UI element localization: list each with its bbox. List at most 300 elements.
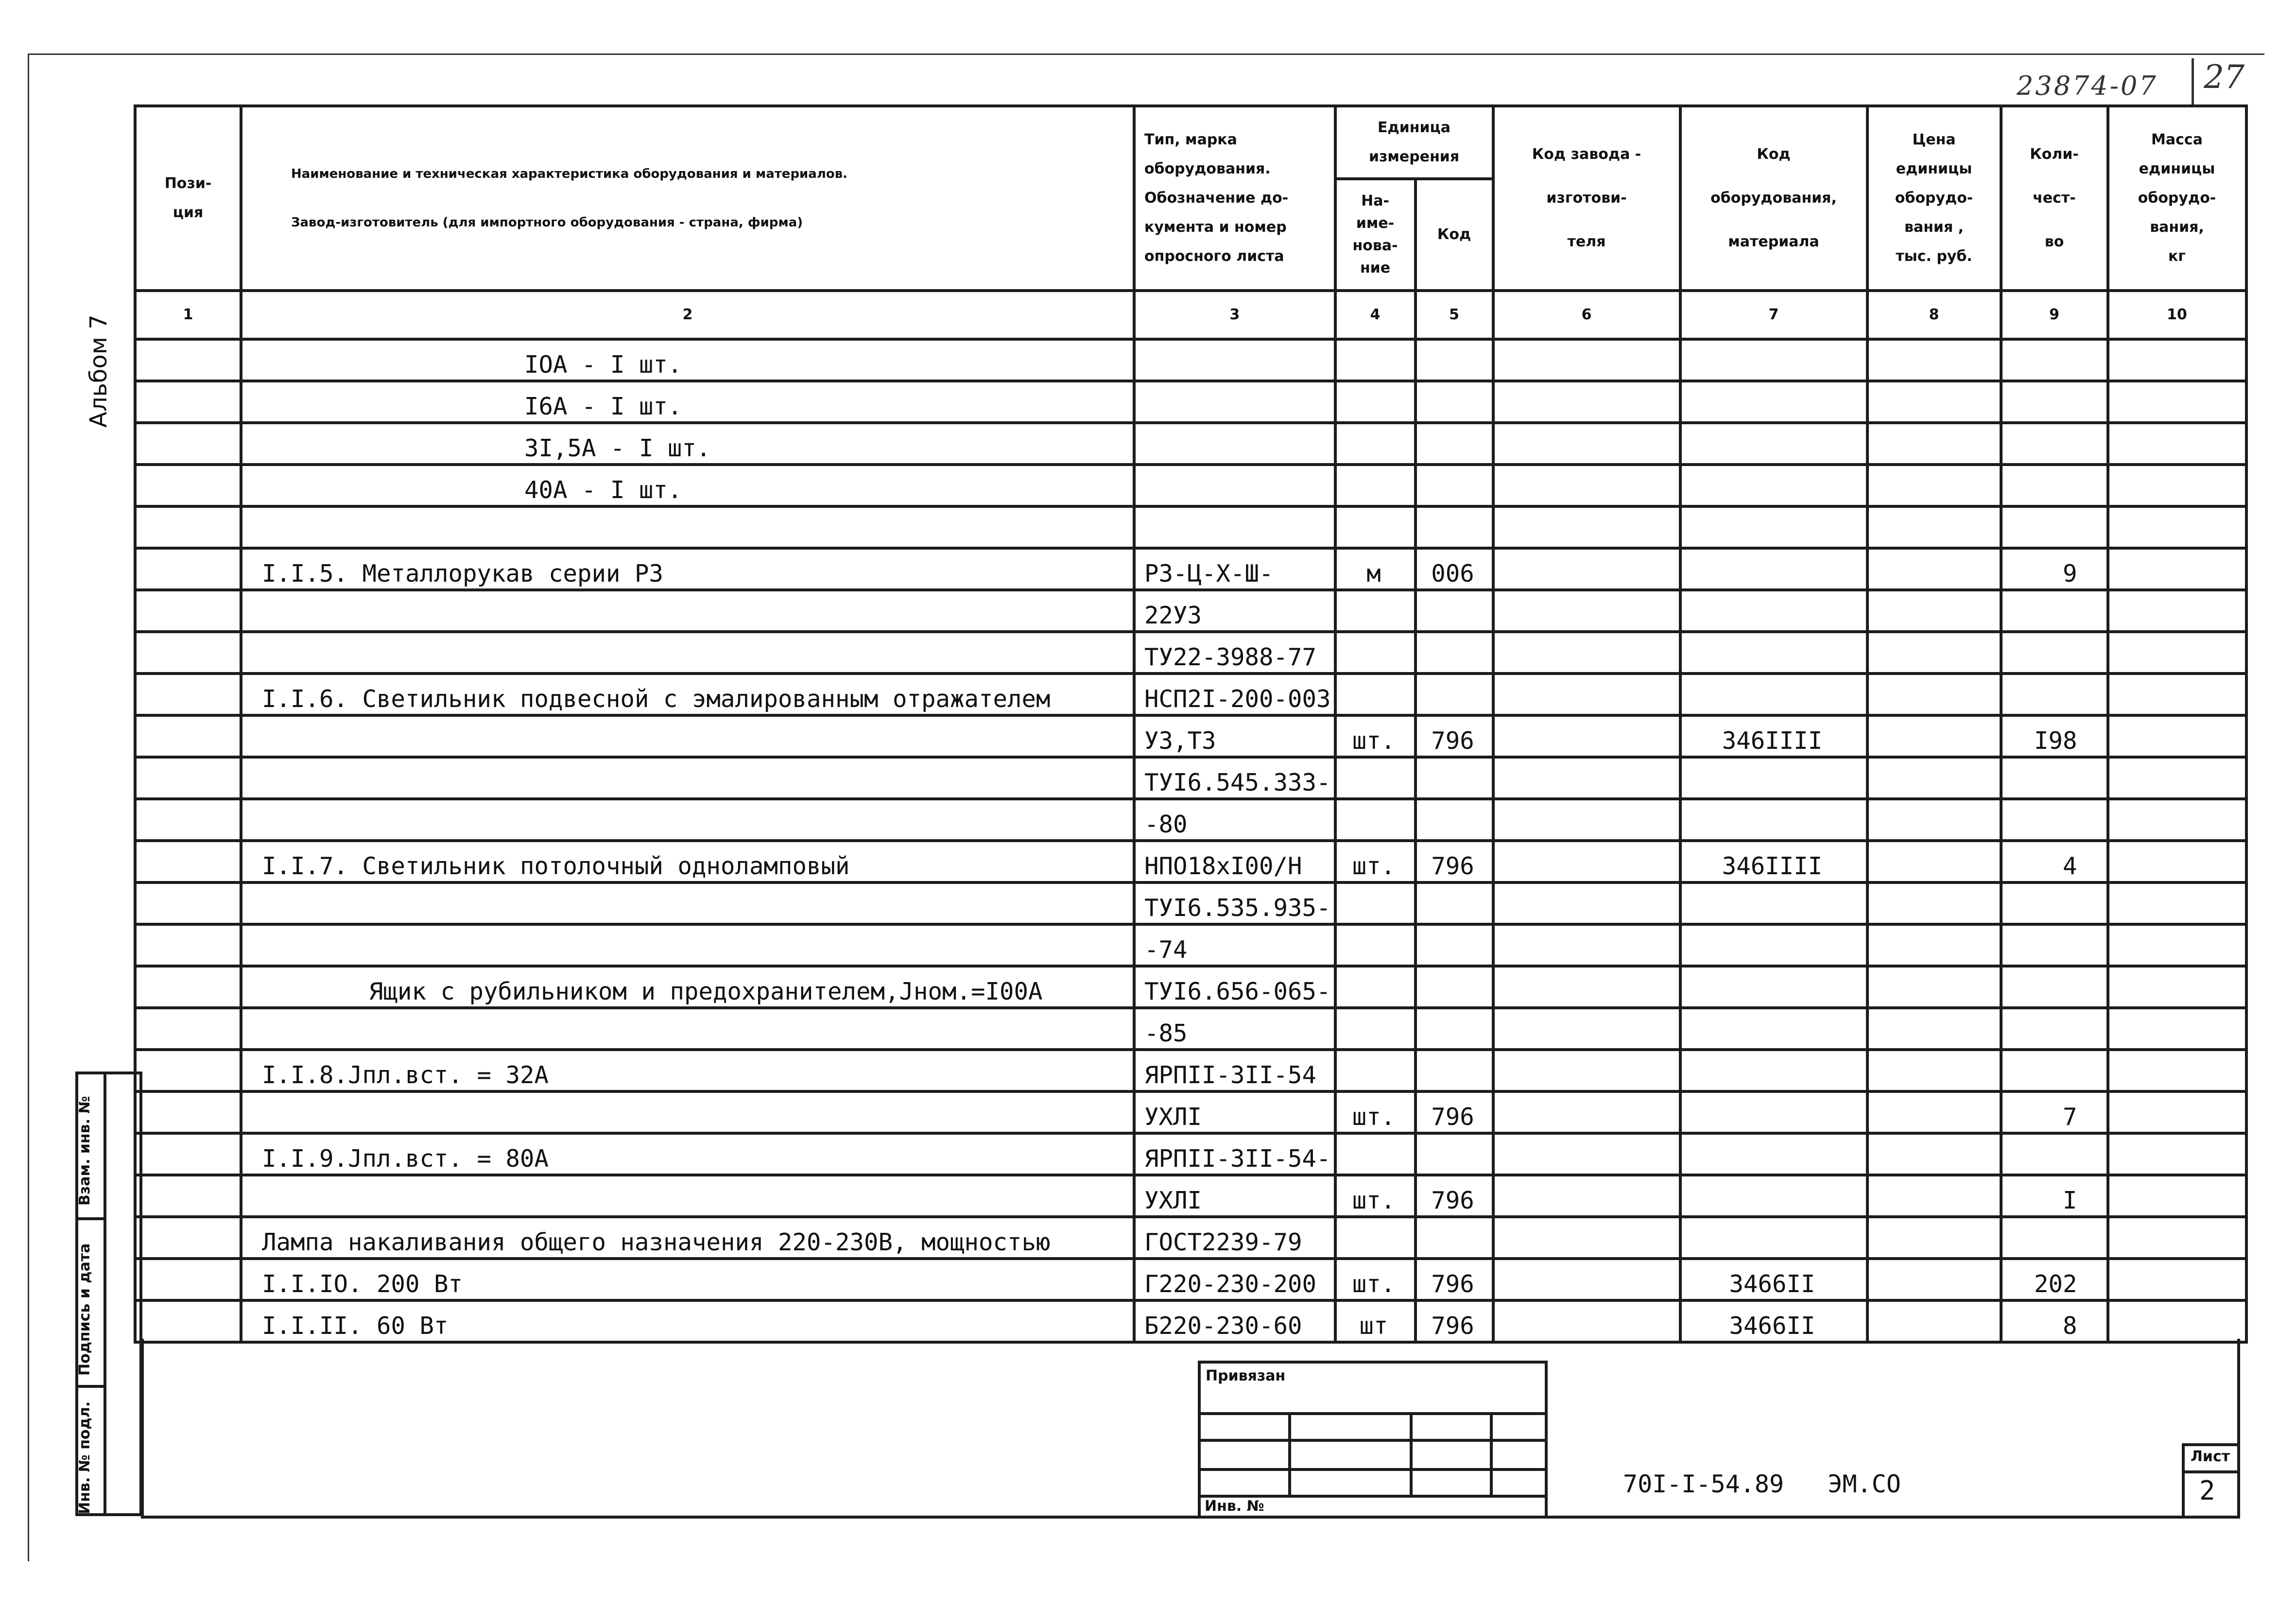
header-equipment-code: Код оборудования, материала (1680, 106, 1867, 291)
stamp-label-replaced-inv: Взам. инв. № (76, 1096, 93, 1206)
binding-line-1 (1201, 1412, 1545, 1415)
cell-name: I.I.8.Jпл.вст. = 32А (241, 1050, 1134, 1091)
cell-unit-code (1416, 1217, 1493, 1259)
cell-equipment-code: 3466II (1680, 1300, 1867, 1342)
cell-position (135, 1259, 241, 1300)
cell-name (241, 924, 1134, 966)
cell-factory-code (1493, 590, 1680, 632)
cell-price (1867, 381, 2001, 423)
cell-unit (1335, 1217, 1416, 1259)
col-num-7: 7 (1680, 291, 1867, 339)
cell-quantity (2001, 632, 2108, 674)
cell-type: Г220-230-200 (1134, 1259, 1335, 1300)
cell-unit-code (1416, 1050, 1493, 1091)
table-row (135, 1008, 2246, 1050)
cell-position (135, 841, 241, 882)
cell-price (1867, 882, 2001, 924)
cell-price (1867, 674, 2001, 715)
cell-position (135, 590, 241, 632)
cell-name (241, 799, 1134, 841)
cell-price (1867, 1259, 2001, 1300)
cell-type: НСП2I-200-003 (1134, 674, 1335, 715)
cell-unit-code (1416, 632, 1493, 674)
table-row (135, 757, 2246, 799)
cell-unit-code (1416, 381, 1493, 423)
cell-mass (2108, 799, 2246, 841)
cell-unit-code (1416, 882, 1493, 924)
cell-type: ТУI6.535.935- (1134, 882, 1335, 924)
cell-factory-code (1493, 924, 1680, 966)
cell-name: I.I.6. Светильник подвесной с эмалированным отражателем (241, 674, 1134, 715)
cell-name (241, 506, 1134, 548)
cell-name (241, 590, 1134, 632)
header-row (135, 106, 2246, 179)
cell-mass (2108, 674, 2246, 715)
cell-quantity (2001, 423, 2108, 465)
cell-price (1867, 1217, 2001, 1259)
cell-unit-code (1416, 590, 1493, 632)
cell-equipment-code (1680, 423, 1867, 465)
header-mass: Масса единицы оборудо- вания, кг (2108, 106, 2246, 291)
cell-unit: м (1335, 548, 1416, 590)
cell-equipment-code (1680, 924, 1867, 966)
cell-quantity: 202 (2001, 1259, 2108, 1300)
cell-quantity (2001, 1217, 2108, 1259)
cell-position (135, 1091, 241, 1133)
table-row (135, 1217, 2246, 1259)
header-name-line1: Наименование и техническая характеристика оборудования и материалов. (291, 167, 848, 181)
cell-unit-code (1416, 506, 1493, 548)
inv-label: Инв. № (1205, 1498, 1264, 1515)
table-row (135, 381, 2246, 423)
table-row (135, 632, 2246, 674)
cell-position (135, 924, 241, 966)
table-row (135, 799, 2246, 841)
cell-unit (1335, 465, 1416, 506)
cell-price (1867, 506, 2001, 548)
cell-quantity (2001, 757, 2108, 799)
cell-unit-code (1416, 1008, 1493, 1050)
cell-equipment-code (1680, 339, 1867, 381)
cell-mass (2108, 1175, 2246, 1217)
cell-position (135, 799, 241, 841)
cell-unit-code: 006 (1416, 548, 1493, 590)
cell-name: 3I,5A - I шт. (241, 423, 1134, 465)
cell-unit (1335, 339, 1416, 381)
cell-factory-code (1493, 381, 1680, 423)
cell-unit (1335, 757, 1416, 799)
cell-unit-code (1416, 757, 1493, 799)
binding-block (1198, 1361, 1548, 1519)
table-row (135, 506, 2246, 548)
header-name (241, 106, 1134, 291)
col-num-6: 6 (1493, 291, 1680, 339)
table-row (135, 548, 2246, 590)
cell-quantity: 7 (2001, 1091, 2108, 1133)
cell-price (1867, 799, 2001, 841)
cell-equipment-code (1680, 1175, 1867, 1217)
cell-type: ЯРПII-3II-54- (1134, 1133, 1335, 1175)
cell-factory-code (1493, 423, 1680, 465)
binding-line-2 (1201, 1439, 1545, 1442)
cell-name (241, 882, 1134, 924)
header-position: Пози- ция (135, 106, 241, 291)
cell-price (1867, 590, 2001, 632)
table-row (135, 715, 2246, 757)
title-block (141, 1339, 2240, 1519)
col-num-8: 8 (1867, 291, 2001, 339)
cell-position (135, 757, 241, 799)
cell-unit-code (1416, 465, 1493, 506)
cell-factory-code (1493, 1175, 1680, 1217)
cell-type (1134, 381, 1335, 423)
cell-quantity (2001, 506, 2108, 548)
cell-equipment-code (1680, 757, 1867, 799)
cell-unit-code: 796 (1416, 1175, 1493, 1217)
cell-equipment-code (1680, 381, 1867, 423)
cell-equipment-code (1680, 1050, 1867, 1091)
cell-factory-code (1493, 715, 1680, 757)
cell-name (241, 632, 1134, 674)
cell-mass (2108, 339, 2246, 381)
cell-equipment-code (1680, 882, 1867, 924)
table-row (135, 1133, 2246, 1175)
cell-position (135, 506, 241, 548)
cell-unit: шт. (1335, 1175, 1416, 1217)
header-unit-name: На- име- нова- ние (1335, 179, 1416, 291)
cell-price (1867, 841, 2001, 882)
cell-equipment-code: 3466II (1680, 1259, 1867, 1300)
cell-factory-code (1493, 1300, 1680, 1342)
cell-factory-code (1493, 799, 1680, 841)
cell-unit (1335, 966, 1416, 1008)
cell-name: I.I.7. Светильник потолочный одноламповый (241, 841, 1134, 882)
cell-position (135, 966, 241, 1008)
cell-factory-code (1493, 339, 1680, 381)
cell-type: -74 (1134, 924, 1335, 966)
col-num-3: 3 (1134, 291, 1335, 339)
cell-mass (2108, 632, 2246, 674)
cell-price (1867, 715, 2001, 757)
cell-equipment-code (1680, 674, 1867, 715)
table-row (135, 423, 2246, 465)
cell-position (135, 423, 241, 465)
cell-unit: шт (1335, 1300, 1416, 1342)
cell-type: Б220-230-60 (1134, 1300, 1335, 1342)
cell-unit (1335, 506, 1416, 548)
stamp-divider (104, 1074, 106, 1513)
table-row (135, 1300, 2246, 1342)
cell-position (135, 548, 241, 590)
table-row (135, 674, 2246, 715)
page-number-box (2192, 58, 2247, 107)
stamp-label-signature: Подпись и дата (76, 1243, 93, 1376)
cell-equipment-code (1680, 1091, 1867, 1133)
cell-unit (1335, 423, 1416, 465)
cell-type: УХЛI (1134, 1091, 1335, 1133)
cell-type: ТУI6.656-065- (1134, 966, 1335, 1008)
cell-unit-code (1416, 423, 1493, 465)
cell-unit-code: 796 (1416, 1091, 1493, 1133)
cell-factory-code (1493, 674, 1680, 715)
cell-type (1134, 423, 1335, 465)
cell-factory-code (1493, 1133, 1680, 1175)
cell-mass (2108, 1133, 2246, 1175)
cell-type: РЗ-Ц-Х-Ш- (1134, 548, 1335, 590)
specification-table (134, 104, 2248, 1344)
cell-unit-code: 796 (1416, 1300, 1493, 1342)
table-row (135, 1259, 2246, 1300)
cell-factory-code (1493, 1050, 1680, 1091)
cell-position (135, 1008, 241, 1050)
cell-equipment-code (1680, 506, 1867, 548)
cell-price (1867, 1133, 2001, 1175)
cell-position (135, 674, 241, 715)
cell-quantity (2001, 465, 2108, 506)
cell-quantity: 8 (2001, 1300, 2108, 1342)
cell-name (241, 1175, 1134, 1217)
album-label: Альбом 7 (85, 314, 112, 428)
cell-position (135, 465, 241, 506)
binding-vline-2 (1410, 1412, 1413, 1497)
col-num-5: 5 (1416, 291, 1493, 339)
col-num-10: 10 (2108, 291, 2246, 339)
cell-price (1867, 632, 2001, 674)
header-factory-code: Код завода - изготови- теля (1493, 106, 1680, 291)
cell-unit (1335, 381, 1416, 423)
cell-unit-code: 796 (1416, 715, 1493, 757)
cell-price (1867, 924, 2001, 966)
table-row (135, 590, 2246, 632)
cell-position (135, 339, 241, 381)
cell-name: I.I.9.Jпл.вст. = 80А (241, 1133, 1134, 1175)
cell-type: УЗ,ТЗ (1134, 715, 1335, 757)
cell-name (241, 1091, 1134, 1133)
stamp-label-original-inv: Инв. № подл. (76, 1401, 93, 1514)
cell-name: Лампа накаливания общего назначения 220-230В, мощностью (241, 1217, 1134, 1259)
cell-unit: шт. (1335, 1091, 1416, 1133)
cell-unit-code (1416, 339, 1493, 381)
cell-quantity (2001, 882, 2108, 924)
header-type: Тип, марка оборудования. Обозначение до- кумента и номер опросного листа (1134, 106, 1335, 291)
cell-price (1867, 339, 2001, 381)
cell-type: -80 (1134, 799, 1335, 841)
cell-name: I6A - I шт. (241, 381, 1134, 423)
cell-position (135, 882, 241, 924)
cell-position (135, 1133, 241, 1175)
cell-factory-code (1493, 465, 1680, 506)
cell-unit-code (1416, 924, 1493, 966)
cell-quantity (2001, 1050, 2108, 1091)
table-row (135, 465, 2246, 506)
cell-price (1867, 423, 2001, 465)
cell-quantity (2001, 381, 2108, 423)
cell-factory-code (1493, 841, 1680, 882)
table-row (135, 882, 2246, 924)
table-row (135, 1175, 2246, 1217)
cell-unit (1335, 1050, 1416, 1091)
cell-mass (2108, 882, 2246, 924)
cell-price (1867, 465, 2001, 506)
cell-type: 22УЗ (1134, 590, 1335, 632)
cell-equipment-code (1680, 548, 1867, 590)
cell-factory-code (1493, 1091, 1680, 1133)
cell-mass (2108, 423, 2246, 465)
cell-unit (1335, 799, 1416, 841)
cell-mass (2108, 1050, 2246, 1091)
cell-price (1867, 1091, 2001, 1133)
cell-factory-code (1493, 757, 1680, 799)
binding-line-3 (1201, 1468, 1545, 1471)
header-quantity: Коли- чест- во (2001, 106, 2108, 291)
sheet-box (2182, 1443, 2240, 1519)
cell-unit (1335, 590, 1416, 632)
cell-unit (1335, 1133, 1416, 1175)
sheet-divider (2185, 1470, 2237, 1473)
cell-position (135, 1300, 241, 1342)
table-row (135, 924, 2246, 966)
cell-type: ЯРПII-3II-54 (1134, 1050, 1335, 1091)
cell-unit (1335, 1008, 1416, 1050)
sheet-number: 2 (2199, 1475, 2215, 1506)
document-code: 70I-I-54.89 ЭМ.СО (1623, 1470, 1901, 1498)
cell-equipment-code (1680, 590, 1867, 632)
cell-mass (2108, 1008, 2246, 1050)
sheet-label: Лист (2191, 1448, 2230, 1465)
header-unit-code: Код (1416, 179, 1493, 291)
cell-unit-code: 796 (1416, 841, 1493, 882)
cell-mass (2108, 966, 2246, 1008)
table-row (135, 966, 2246, 1008)
cell-unit (1335, 632, 1416, 674)
cell-equipment-code: 346IIII (1680, 841, 1867, 882)
cell-mass (2108, 548, 2246, 590)
cell-type: ТУI6.545.333- (1134, 757, 1335, 799)
bound-label: Привязан (1206, 1367, 1286, 1384)
cell-mass (2108, 1217, 2246, 1259)
table-row (135, 1091, 2246, 1133)
cell-name: I.I.5. Металлорукав серии РЗ (241, 548, 1134, 590)
cell-factory-code (1493, 966, 1680, 1008)
col-num-2: 2 (241, 291, 1134, 339)
cell-mass (2108, 381, 2246, 423)
cell-type: -85 (1134, 1008, 1335, 1050)
cell-price (1867, 1175, 2001, 1217)
cell-type: ГОСТ2239-79 (1134, 1217, 1335, 1259)
header-name-line2: Завод-изготовитель (для импортного оборудования - страна, фирма) (291, 215, 803, 230)
cell-price (1867, 548, 2001, 590)
cell-name: Ящик с рубильником и предохранителем,Jном.=I00А (241, 966, 1134, 1008)
cell-unit-code (1416, 1133, 1493, 1175)
page-number: 27 (2204, 58, 2244, 96)
cell-mass (2108, 1091, 2246, 1133)
cell-factory-code (1493, 882, 1680, 924)
cell-name (241, 1008, 1134, 1050)
cell-equipment-code (1680, 632, 1867, 674)
column-number-row (135, 291, 2246, 339)
cell-position (135, 1175, 241, 1217)
cell-equipment-code: 346IIII (1680, 715, 1867, 757)
cell-equipment-code (1680, 799, 1867, 841)
cell-type (1134, 465, 1335, 506)
cell-factory-code (1493, 548, 1680, 590)
cell-quantity: 9 (2001, 548, 2108, 590)
cell-quantity (2001, 1133, 2108, 1175)
cell-quantity (2001, 339, 2108, 381)
cell-mass (2108, 924, 2246, 966)
cell-type (1134, 506, 1335, 548)
cell-equipment-code (1680, 1133, 1867, 1175)
cell-price (1867, 757, 2001, 799)
cell-equipment-code (1680, 465, 1867, 506)
cell-position (135, 632, 241, 674)
table-body (135, 339, 2246, 1342)
cell-unit: шт. (1335, 841, 1416, 882)
cell-name: 40A - I шт. (241, 465, 1134, 506)
cell-position (135, 381, 241, 423)
cell-unit (1335, 924, 1416, 966)
table-row (135, 1050, 2246, 1091)
cell-type: УХЛI (1134, 1175, 1335, 1217)
cell-mass (2108, 841, 2246, 882)
cell-unit-code (1416, 674, 1493, 715)
cell-price (1867, 1050, 2001, 1091)
cell-mass (2108, 506, 2246, 548)
cell-unit-code: 796 (1416, 1259, 1493, 1300)
cell-position (135, 715, 241, 757)
cell-type (1134, 339, 1335, 381)
cell-mass (2108, 590, 2246, 632)
cell-quantity: I98 (2001, 715, 2108, 757)
table-row (135, 841, 2246, 882)
cell-mass (2108, 465, 2246, 506)
cell-mass (2108, 1300, 2246, 1342)
cell-equipment-code (1680, 1008, 1867, 1050)
cell-price (1867, 966, 2001, 1008)
cell-unit (1335, 674, 1416, 715)
cell-unit-code (1416, 966, 1493, 1008)
cell-type: ТУ22-3988-77 (1134, 632, 1335, 674)
cell-unit: шт. (1335, 715, 1416, 757)
cell-factory-code (1493, 1259, 1680, 1300)
archive-number: 23874-07 (2017, 70, 2158, 101)
cell-equipment-code (1680, 1217, 1867, 1259)
cell-position (135, 1050, 241, 1091)
cell-position (135, 1217, 241, 1259)
cell-name: I.I.II. 60 Вт (241, 1300, 1134, 1342)
cell-factory-code (1493, 1217, 1680, 1259)
cell-quantity (2001, 924, 2108, 966)
binding-vline-1 (1288, 1412, 1291, 1497)
cell-equipment-code (1680, 966, 1867, 1008)
binding-vline-3 (1490, 1412, 1493, 1497)
header-unit-group: Единица измерения (1335, 106, 1493, 179)
cell-price (1867, 1008, 2001, 1050)
cell-quantity (2001, 966, 2108, 1008)
cell-unit (1335, 882, 1416, 924)
cell-name: I.I.IO. 200 Вт (241, 1259, 1134, 1300)
cell-factory-code (1493, 1008, 1680, 1050)
cell-name: IOA - I шт. (241, 339, 1134, 381)
cell-type: НПО18хI00/Н (1134, 841, 1335, 882)
cell-unit: шт. (1335, 1259, 1416, 1300)
col-num-1: 1 (135, 291, 241, 339)
cell-price (1867, 1300, 2001, 1342)
col-num-4: 4 (1335, 291, 1416, 339)
cell-quantity: I (2001, 1175, 2108, 1217)
cell-mass (2108, 757, 2246, 799)
cell-quantity (2001, 674, 2108, 715)
